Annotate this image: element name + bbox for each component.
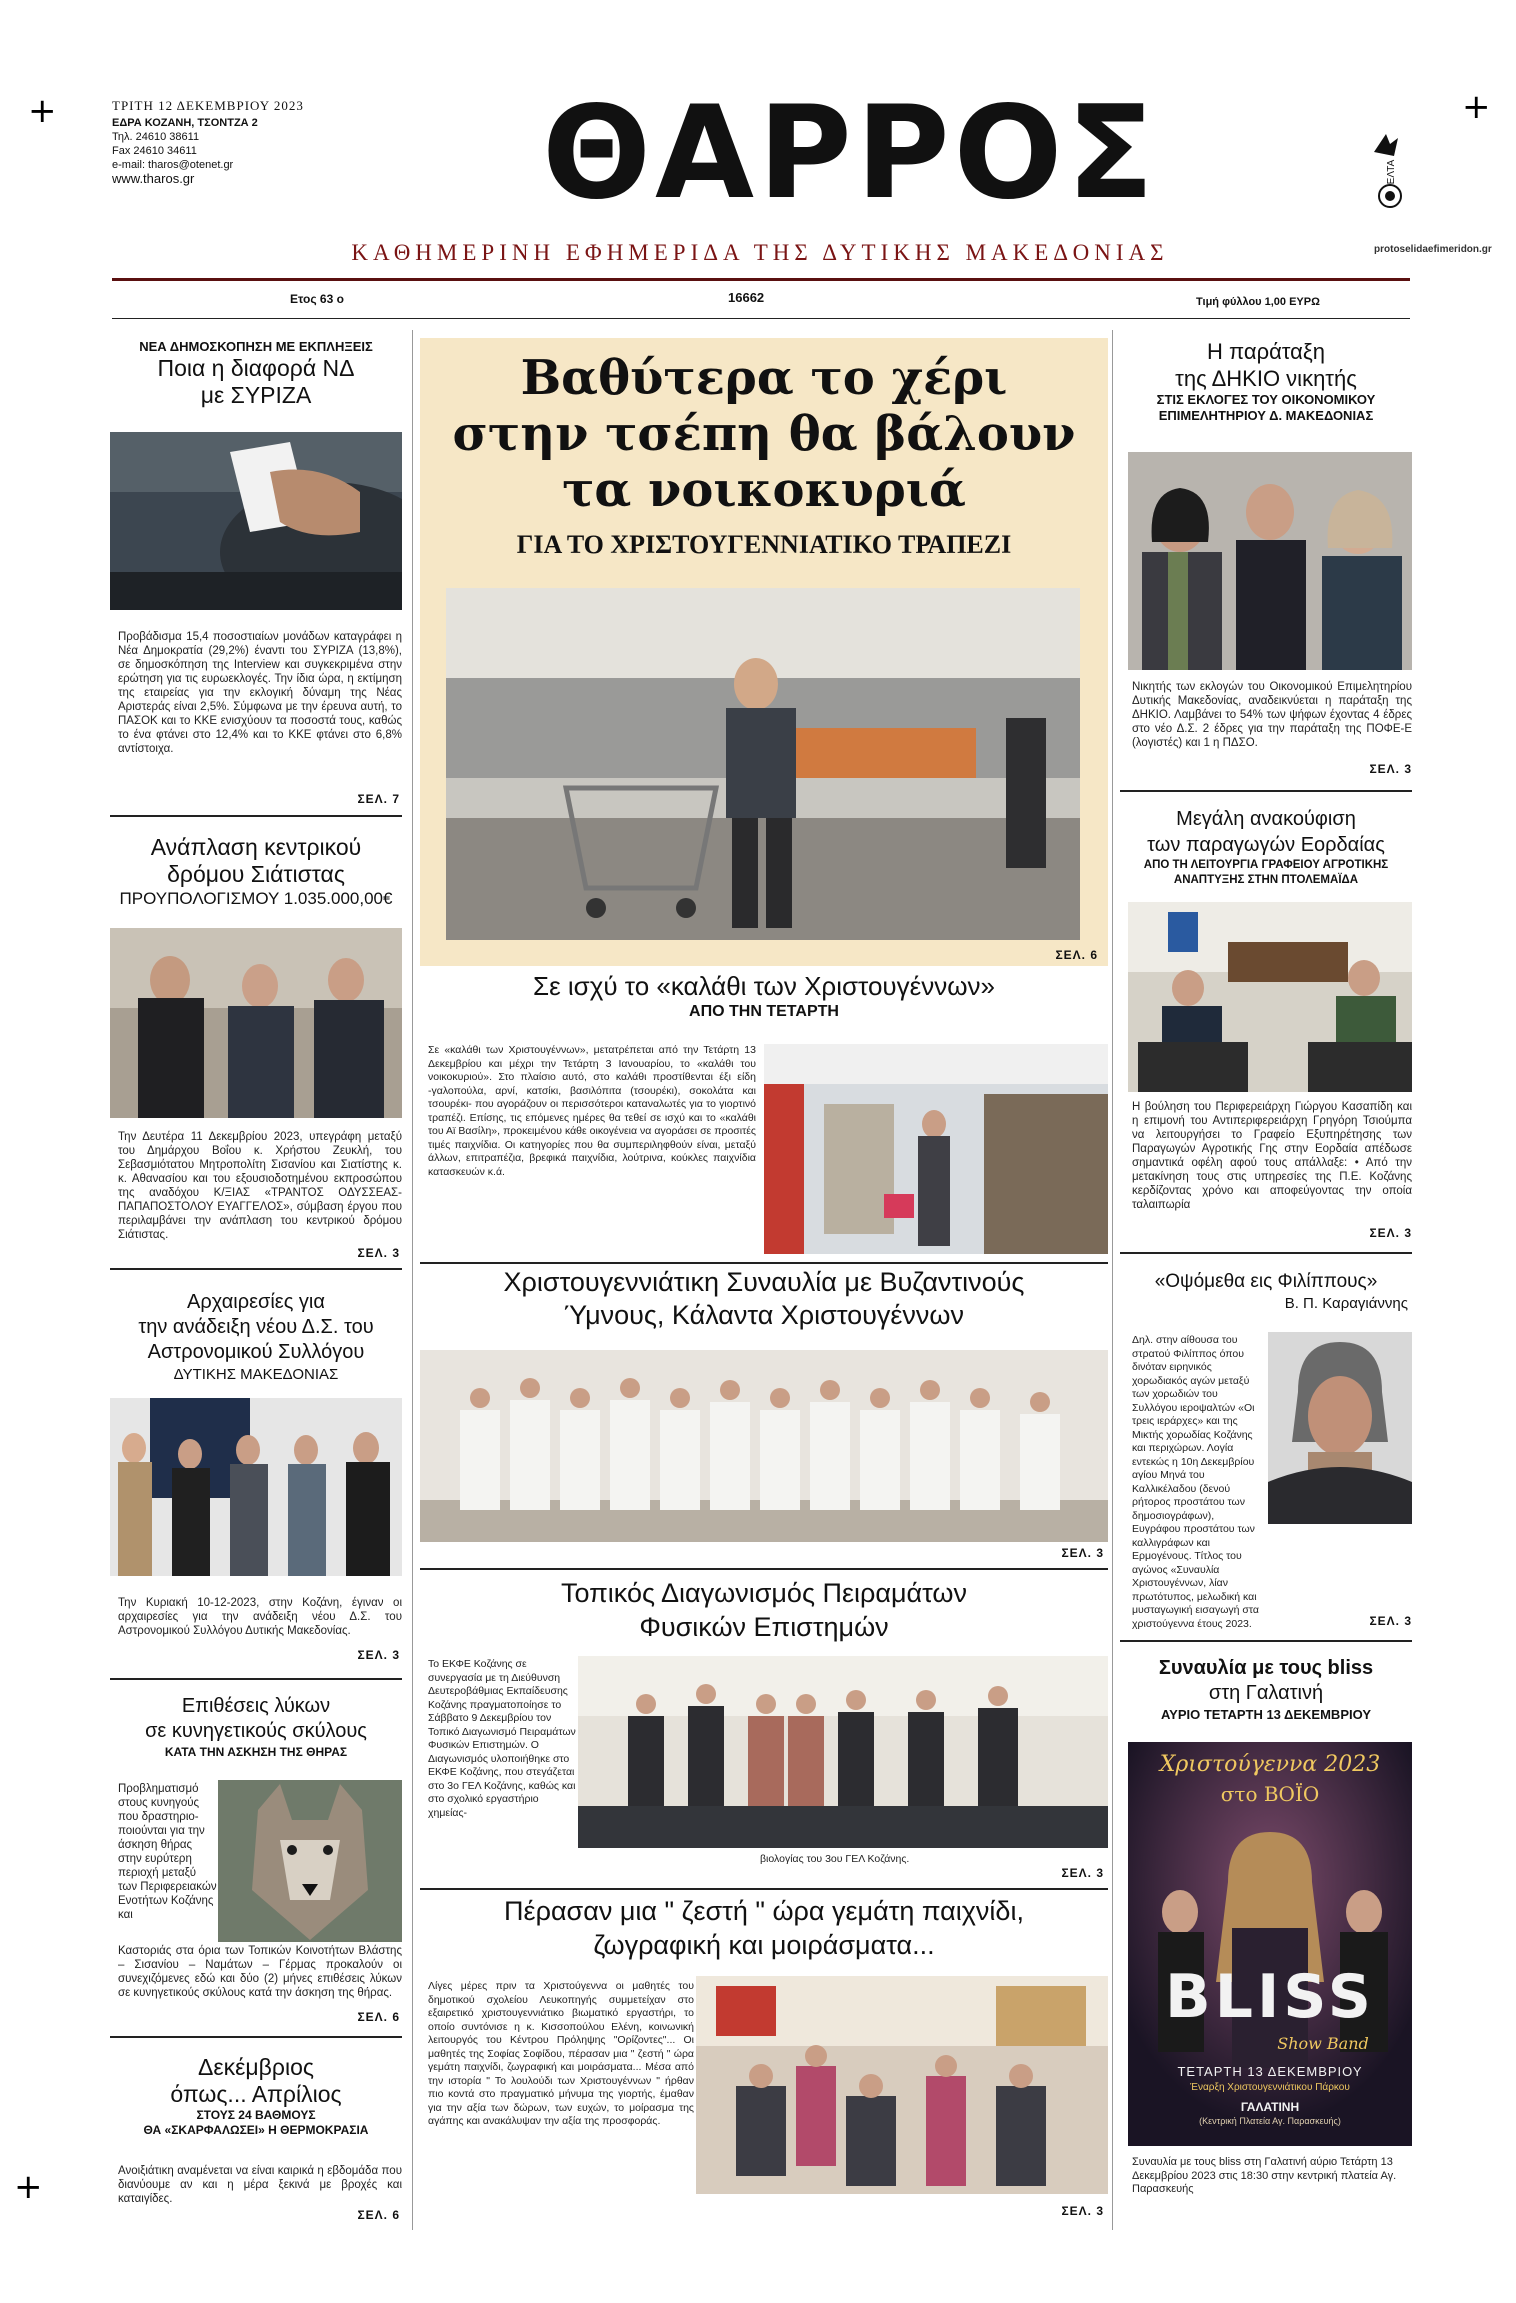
eordaia-body: Η βούληση του Περιφερειάρχη Γιώργου Κασαπίδη και η επιμονή του Αντιπεριφερειάρχη Γρηγόρη Τσιούμπα να λειτουργήσει το Γραφείο Εξυπηρέτησης των Παραγωγών Αγροτικής Γης στην Εορδαία απέδωσε σημαντικά οφέλη αφού τους απάλλαξε: • Από την μετακίνηση τους στις υπηρεσίες της Π.Ε. Κοζάνης κερδίζοντας χρόνο και αποφεύγοντας την οποία ταλαιπωρία — [1132, 1101, 1412, 1211]
center-divider-3 — [420, 1888, 1108, 1890]
article-basket — [420, 970, 1108, 1022]
warm-page-ref: ΣΕΛ. 3 — [1061, 2204, 1104, 2218]
header-email: e-mail: tharos@otenet.gr — [112, 159, 234, 171]
header-year: Ετος 63 ο — [290, 292, 344, 306]
chamber-sub-2: ΕΠΙΜΕΛΗΤΗΡΙΟΥ Δ. ΜΑΚΕΔΟΝΙΑΣ — [1158, 408, 1374, 423]
siatista-page-ref: ΣΕΛ. 3 — [357, 1246, 400, 1260]
lead-title-2: στην τσέπη θα βάλουν — [452, 406, 1076, 462]
poll-page-ref: ΣΕΛ. 7 — [357, 792, 400, 806]
right-divider-1 — [1120, 790, 1412, 792]
weather-page-ref: ΣΕΛ. 6 — [357, 2208, 400, 2222]
weather-title-2: όπως... Απρίλιος — [170, 2081, 342, 2107]
wolves-body-side: Προβληματισμό στους κυνηγούς που δραστηριοποιούνται για την άσκηση θήρας στην ευρύτερη περιοχή μεταξύ των Περιφερειακών Ενοτήτων Κοζάνης και — [118, 1783, 217, 1921]
poster-town: ΓΑΛΑΤΙΝΗ — [1240, 2100, 1300, 2114]
header-issue: 16662 — [728, 290, 765, 305]
wolves-page-ref: ΣΕΛ. 6 — [357, 2010, 400, 2024]
article-eordaia — [1120, 806, 1412, 888]
bliss-title-1: Συναυλία με τους bliss — [1158, 1657, 1374, 1679]
header-date: ΤΡΙΤΗ 12 ΔΕΚΕΜΒΡΙΟΥ 2023 — [112, 98, 304, 113]
poster-bliss — [1128, 1742, 1412, 2146]
registration-mark-top-left: + — [28, 91, 57, 131]
bliss-body: Συναυλία με τους bliss στη Γαλατινή αύριο Τετάρτη 13 Δεκεμβρίου 2023 στις 18:30 στην κεντρική πλατεία Αγ. Παρασκευής — [1132, 2156, 1397, 2195]
astronomy-sub: ΔΥΤΙΚΗΣ ΜΑΚΕΔΟΝΙΑΣ — [173, 1366, 339, 1383]
physics-title-2: Φυσικών Επιστημών — [639, 1612, 889, 1642]
poll-body: Προβάδισμα 15,4 ποσοστιαίων μονάδων καταγράφει η Νέα Δημοκρατία (29,2%) έναντι του ΣΥΡΙΖΑ (13,8%), σε δημοσκόπηση της Interview και συγκεκριμένα στην ερώτηση για τις ευρωεκλογές. Την ίδια ώρα, η εκτίμηση της εταιρείας για την εκλογική δύναμη της Νέας Αριστεράς είναι 2,5%. Σύμφωνα με την έρευνα αυτή, το ΠΑΣΟΚ και το ΚΚΕ ενισχύουν τα ποσοστά τους, καθώς το ένα φτάνει στο 12,4% και το ΚΚΕ φτάνει στο 6,8% αντίστοιχα. — [118, 631, 402, 755]
poll-kicker: ΝΕΑ ΔΗΜΟΣΚΟΠΗΣΗ ΜΕ ΕΚΠΛΗΞΕΙΣ — [139, 339, 373, 354]
basket-title: Σε ισχύ το «καλάθι των Χριστουγέννων» — [533, 971, 995, 1001]
poster-title: Χριστούγεννα 2023 — [1159, 1752, 1381, 1777]
wolves-body: Καστοριάς στα όρια των Τοπικών Κοινοτήτων Βλάστης – Σισανίου – Ναμάτων – Γέρμας προκαλούν οι συνεχιζόμενες εδώ και δύο (2) μήνες επιθέσεις λύκων σε κυνηγετικούς σκύλους κατά την άσκηση της θήρας. — [118, 1945, 402, 1999]
masthead-title: ΘΑΡΡΟΣ — [542, 79, 1158, 228]
article-poll — [110, 338, 402, 409]
wolves-title-2: σε κυνηγετικούς σκύλους — [145, 1720, 367, 1742]
poll-title-2: με ΣΥΡΙΖΑ — [200, 382, 312, 408]
photo-choir — [420, 1350, 1108, 1542]
physics-title-1: Τοπικός Διαγωνισμός Πειραμάτων — [560, 1578, 967, 1608]
warm-title-1: Πέρασαν μια " ζεστή " ώρα γεμάτη παιχνίδι, — [504, 1896, 1024, 1926]
eordaia-sub-1: ΑΠΟ ΤΗ ΛΕΙΤΟΥΡΓΙΑ ΓΡΑΦΕΙΟΥ ΑΓΡΟΤΙΚΗΣ — [1143, 859, 1389, 871]
philippi-title: «Οψόμεθα εις Φιλίππους» — [1154, 1271, 1378, 1292]
physics-page-ref: ΣΕΛ. 3 — [1061, 1866, 1104, 1880]
choir-title-1: Χριστουγεννιάτικη Συναυλία με Βυζαντινούς — [503, 1267, 1025, 1297]
header-fax: Fax 24610 34611 — [112, 145, 197, 157]
poster-band-sub: Show Band — [1277, 2034, 1369, 2053]
lead-title-3: τα νοικοκυριά — [562, 462, 966, 518]
photo-ballot — [110, 432, 402, 610]
wolves-title-1: Επιθέσεις λύκων — [181, 1695, 331, 1717]
wolves-sub: ΚΑΤΑ ΤΗΝ ΑΣΚΗΣΗ ΤΗΣ ΘΗΡΑΣ — [164, 1745, 348, 1759]
photo-siatista-signing — [110, 928, 402, 1118]
right-divider-2 — [1120, 1252, 1412, 1254]
center-divider-2 — [420, 1568, 1108, 1570]
source-watermark: protoselidaefimeridon.gr — [1374, 244, 1492, 255]
right-divider-3 — [1120, 1640, 1412, 1642]
physics-caption: βιολογίας του 3ου ΓΕΛ Κοζάνης. — [760, 1853, 910, 1865]
masthead-subtitle: ΚΑΘΗΜΕΡΙΝΗ ΕΦΗΜΕΡΙΔΑ ΤΗΣ ΔΥΤΙΚΗΣ ΜΑΚΕΔΟΝΙΑΣ — [351, 240, 1169, 265]
basket-sub: ΑΠΟ ΤΗΝ ΤΕΤΑΡΤΗ — [689, 1003, 839, 1020]
column-rule-right — [1112, 330, 1113, 2230]
photo-karagiannis — [1268, 1332, 1412, 1524]
column-rule-left — [412, 330, 413, 2230]
eordaia-title-2: των παραγωγών Εορδαίας — [1147, 834, 1385, 856]
lead-title-1: Βαθύτερα το χέρι — [520, 350, 1008, 406]
photo-wolf — [218, 1780, 402, 1942]
astronomy-title-3: Αστρονομικού Συλλόγου — [147, 1341, 365, 1363]
bliss-sub: ΑΥΡΙΟ ΤΕΤΑΡΤΗ 13 ΔΕΚΕΜΒΡΙΟΥ — [1160, 1707, 1372, 1722]
registration-mark-bottom-left: + — [14, 2167, 43, 2207]
weather-sub-2: ΘΑ «ΣΚΑΡΦΑΛΩΣΕΙ» Η ΘΕΡΜΟΚΡΑΣΙΑ — [143, 2123, 369, 2137]
chamber-sub-1: ΣΤΙΣ ΕΚΛΟΓΕΣ ΤΟΥ ΟΙΚΟΝΟΜΙΚΟΥ — [1156, 392, 1376, 407]
siatista-title-1: Ανάπλαση κεντρικού — [150, 834, 362, 860]
weather-sub-1: ΣΤΟΥΣ 24 ΒΑΘΜΟΥΣ — [196, 2108, 316, 2122]
left-divider-4 — [110, 2036, 402, 2038]
weather-title-1: Δεκέμβριος — [198, 2054, 314, 2080]
philippi-page-ref: ΣΕΛ. 3 — [1369, 1614, 1412, 1628]
header-phone: Τηλ. 24610 38611 — [112, 131, 200, 143]
philippi-body: Δηλ. στην αίθουσα του στρατού Φιλίππος όπου δινόταν ειρηνικός χορωδιακός αγών μεταξύ των χορωδιών του Συλλόγου ιεροψαλτών «Οι τρεις ιεράρχες» και της Μικτής χορωδίας Κοζάνης και περιχώρων. Λογία εντεκώς η 10η Δεκεμβρίου αγίου Μηνά του Καλλικέλαδου (δενού ρήτορος προστάτου των δημοσιογράφων), Ευγράφου προστάτου των καλλιγράφων και Ερμογένους. Τίτλος του αγώνος «Συναυλία Χριστουγέννων, λίαν πρωτότυπος, μελωδική και μυσταγωγική εισαγωγή στα χριστούγεννα έτους 2023. — [1132, 1334, 1259, 1630]
article-physics — [420, 1576, 1108, 1644]
photo-astronomy-board — [110, 1398, 402, 1576]
siatista-title-2: δρόμου Σιάτιστας — [167, 861, 345, 887]
lead-page-ref: ΣΕΛ. 6 — [1055, 948, 1098, 962]
article-choir — [420, 1266, 1108, 1332]
photo-eordaia-office — [1128, 902, 1412, 1092]
article-philippi — [1120, 1270, 1412, 1314]
siatista-sub: ΠΡΟΥΠΟΛΟΓΙΣΜΟΥ 1.035.000,00€ — [119, 889, 393, 908]
header-address: ΕΔΡΑ ΚΟΖΑΝΗ, ΤΣΟΝΤΖΑ 2 — [112, 117, 258, 129]
chamber-page-ref: ΣΕΛ. 3 — [1369, 762, 1412, 776]
chamber-title-1: Η παράταξη — [1206, 339, 1325, 364]
header-info — [112, 98, 322, 186]
article-wolves — [110, 1694, 402, 1761]
article-bliss-concert — [1120, 1656, 1412, 1724]
registration-mark-top-right: + — [1462, 87, 1491, 127]
elta-logo — [1368, 128, 1412, 210]
warm-body: Λίγες μέρες πριν τα Χριστούγεννα οι μαθητές του δημοτικού σχολείου Λευκοπηγής συμμετείχαν στο εξαιρετικό χριστουγεννιάτικο βιωματικό εργαστήρι, το οποίο συντόνισε η κ. Κισσοπούλου Ελένη, κοινωνική λειτουργός του Κέντρου Πρόληψης "Ορίζοντες"... Οι μαθητές της Σοφίας Σοφίδου, πέρασαν μια " ζεστή " ώρα γεμάτη παιχνίδι, ζωγραφική και μοιράσματα... Μέσα από την ιστορία " Το λουλούδι των Χριστουγέννων " ήρθαν πιο κοντά στο πραγματικό μήνυμα της γιορτής, έμαθαν για την αξία των δώρων, των ευχών, το μοίρασμα της αγάπης και ανακάλυψαν την αξία της προσφοράς. — [428, 1980, 694, 2127]
photo-physics-students — [578, 1656, 1108, 1848]
poster-band: BLISS — [1164, 1962, 1376, 2032]
article-chamber-elections — [1120, 338, 1412, 424]
header-website: www.tharos.gr — [112, 171, 195, 186]
left-divider-3 — [110, 1678, 402, 1680]
eordaia-sub-2: ΑΝΑΠΤΥΞΗΣ ΣΤΗΝ ΠΤΟΛΕΜΑΪΔΑ — [1173, 874, 1359, 886]
eordaia-page-ref: ΣΕΛ. 3 — [1369, 1226, 1412, 1240]
astronomy-title-1: Αρχαιρεσίες για — [187, 1291, 325, 1313]
bliss-title-2: στη Γαλατινή — [1208, 1682, 1324, 1704]
choir-title-2: Ύμνους, Κάλαντα Χριστουγέννων — [563, 1300, 965, 1330]
header-rule-2 — [112, 318, 1410, 319]
philippi-author: Β. Π. Καραγιάννης — [1284, 1295, 1408, 1312]
poster-date: ΤΕΤΑΡΤΗ 13 ΔΕΚΕΜΒΡΙΟΥ — [1177, 2064, 1363, 2079]
photo-classroom — [696, 1976, 1108, 2194]
siatista-body: Την Δευτέρα 11 Δεκεμβρίου 2023, υπεγράφη μεταξύ του Δημάρχου Βοΐου κ. Χρήστου Ζευκλή, του Σεβασμιότατου Μητροπολίτη Σισανίου και Σιατίστης κ. κ. Αθανασίου και του εξουσιοδοτημένου εκπροσώπου της αναδόχου Κ/ΞΙΑΣ «ΤΡΑΝΤΟΣ ΟΔΥΣΣΕΑΣ- ΠΑΠΑΠΟΣΤΟΛΟΥ ΕΥΑΓΓΕΛΟΣ», σύμβαση έργου που περιλαμβάνει την ανάπλαση του κεντρικού δρόμου Σιάτιστας. — [118, 1131, 402, 1241]
header-rule — [112, 278, 1410, 281]
chamber-body: Νικητής των εκλογών του Οικονομικού Επιμελητηρίου Δυτικής Μακεδονίας, αναδεικνύεται η παράταξη της ΔΗΚΙΟ. Λαμβάνει το 54% των ψήφων έχοντας 4 έδρες στο νέο Δ.Σ. 2 έδρες για την παράταξη της ΠΟΦΕ-Ε (λογιστές) και 1 η ΠΔΣΟ. — [1132, 681, 1412, 749]
article-siatista — [110, 834, 402, 910]
photo-supermarket-aisle — [764, 1044, 1108, 1254]
elta-text: ΕΛΤΑ — [1386, 159, 1397, 185]
left-divider-2 — [110, 1268, 402, 1270]
poll-title-1: Ποια η διαφορά ΝΔ — [157, 355, 355, 381]
left-divider-1 — [110, 815, 402, 817]
astronomy-page-ref: ΣΕΛ. 3 — [357, 1648, 400, 1662]
article-astronomy — [110, 1290, 402, 1385]
center-divider-1 — [420, 1262, 1108, 1264]
poster-place: στο ΒΟΪΟ — [1220, 1782, 1320, 1806]
header-price: Τιμή φύλλου 1,00 ΕΥΡΩ — [1196, 296, 1320, 308]
physics-body: Το ΕΚΦΕ Κοζάνης σε συνεργασία με τη Διεύθυνση Δευτεροβάθμιας Εκπαίδευσης Κοζάνης πραγματοποίησε το Σάββατο 9 Δεκεμβρίου τον Τοπικό Διαγωνισμό Πειραμάτων Φυσικών Επιστημών. Ο Διαγωνισμός υλοποιήθηκε στο ΕΚΦΕ Κοζάνης, που στεγάζεται στο 3ο ΓΕΛ Κοζάνης, καθώς και στο σχολικό εργαστήριο χημείας- — [428, 1658, 576, 1819]
article-warm-hour — [420, 1894, 1108, 1962]
basket-body: Σε «καλάθι των Χριστουγέννων», μετατρέπεται από την Τετάρτη 13 Δεκεμβρίου και μέχρι την Τετάρτη 3 Ιανουαρίου, το «καλάθι του νοικοκυριού». Στο πλαίσιο αυτό, στο καλάθι προστίθενται έξι είδη -γαλοπούλα, αρνί, κατσίκι, βασιλόπιτα (τσουρέκι), σοκολάτα και τσουρέκι- που αγοράζουν οι περισσότεροι καταναλωτές για το γιορτινό τραπέζι. Επίσης, τις επόμενες ημέρες θα τεθεί σε ισχύ και το «καλάθι του Αϊ Βασίλη», προκειμένου κάθε οικογένεια να αγοράσει σε προσιτές τιμές παιχνίδια. Οι κατηγορίες που θα συμπεριληφθούν είναι, μεταξύ άλλων, επιτραπέζια, βρεφικά παιχνίδια, λούτρινα, κούκλες παιχνίδια κατασκευών κ.ά. — [428, 1044, 756, 1178]
photo-chamber-winners — [1128, 452, 1412, 670]
eordaia-title-1: Μεγάλη ανακούφιση — [1176, 808, 1356, 830]
photo-supermarket-shopper — [446, 588, 1080, 940]
lead-subtitle: ΓΙΑ ΤΟ ΧΡΙΣΤΟΥΓΕΝΝΙΑΤΙΚΟ ΤΡΑΠΕΖΙ — [516, 530, 1012, 559]
article-weather — [110, 2054, 402, 2138]
choir-page-ref: ΣΕΛ. 3 — [1061, 1546, 1104, 1560]
weather-body: Ανοιξιάτικη αναμένεται να είναι καιρικά η εβδομάδα που διανύουμε αν και η μέρα ξεκινά με βροχές και καταιγίδες. — [118, 2165, 402, 2205]
poster-square: (Κεντρική Πλατεία Αγ. Παρασκευής) — [1199, 2116, 1341, 2126]
astronomy-title-2: την ανάδειξη νέου Δ.Σ. του — [138, 1316, 374, 1338]
warm-title-2: ζωγραφική και μοιράσματα... — [593, 1930, 935, 1960]
astronomy-body: Την Κυριακή 10-12-2023, στην Κοζάνη, έγιναν οι αρχαιρεσίες για την ανάδειξη νέου Δ.Σ. του Αστρονομικού Συλλόγου Δυτικής Μακεδονίας. — [118, 1597, 402, 1637]
poster-event: Έναρξη Χριστουγεννιάτικου Πάρκου — [1190, 2082, 1350, 2093]
chamber-title-2: της ΔΗΚΙΟ νικητής — [1175, 366, 1357, 391]
